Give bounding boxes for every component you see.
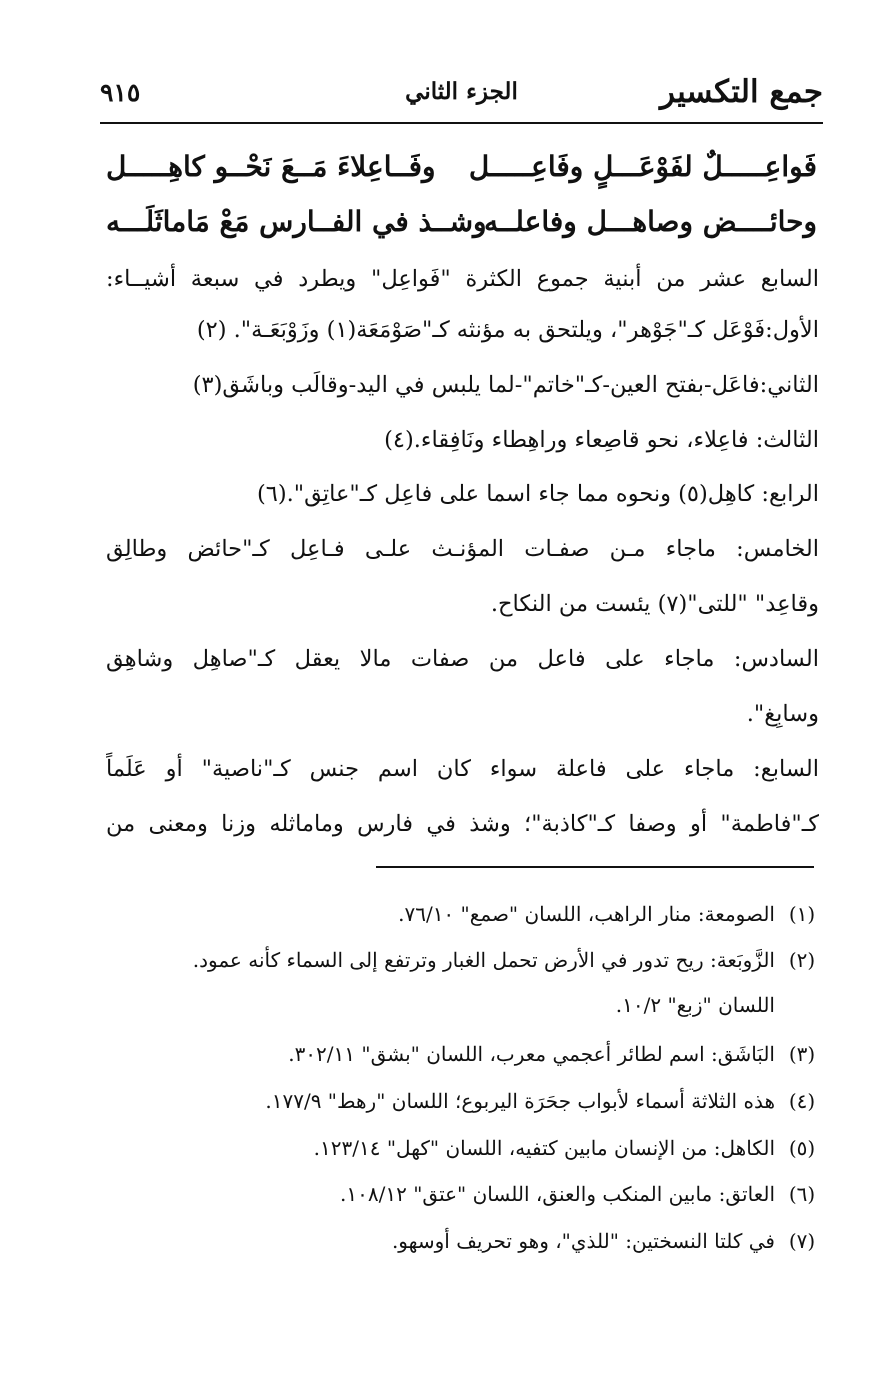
verse-second-hemistich: وفَــاعِلاءَ مَــعَ نَحْــو كاهِـــــل — [106, 150, 436, 183]
chapter-title: جمع التكسير — [659, 74, 823, 110]
footnote-number: (٧) — [788, 1229, 816, 1253]
body-line: الخامس: ماجاء مـن صفـات المؤنـث علـى فـاعِل كـ"حائض وطالِق — [106, 536, 819, 562]
verse-first-hemistich: فَواعِـــــلٌ لفَوْعَـــلٍ وفَاعِـــــل — [468, 150, 817, 183]
page-number: ٩١٥ — [100, 78, 141, 107]
footnote — [100, 894, 819, 934]
body-line: الثاني:فاعَل-بفتح العين-كـ"خاتم"-لما يلبس في اليد-وقالَب وباشَق(٣) — [192, 372, 819, 398]
footnote — [100, 1174, 819, 1214]
running-header — [100, 72, 823, 120]
footnote-number: (٤) — [788, 1089, 816, 1113]
footnote-text: اللسان "زبع" ١٠/٢. — [615, 993, 775, 1017]
body-line: الأول:فَوْعَل كـ"جَوْهر"، ويلتحق به مؤنثه كـ"صَوْمَعَة(١) وزَوْبَعَـة". (٢) — [196, 317, 819, 343]
footnote-number: (١) — [788, 902, 816, 926]
footnote — [100, 940, 819, 980]
body-line: السادس: ماجاء على فاعل من صفات مالا يعقل كـ"صاهِل وشاهِق — [106, 646, 819, 672]
footnote-number: (٥) — [788, 1136, 816, 1160]
footnote-text: في كلتا النسختين: "للذي"، وهو تحريف أوسهو. — [391, 1229, 775, 1253]
body-line: السابع: ماجاء على فاعلة سواء كان اسم جنس كـ"ناصية" أو عَلَماً — [106, 756, 819, 782]
body-line: السابع عشر من أبنية جموع الكثرة "فَواعِل" ويطرد في سبعة أشيــاء: — [106, 266, 819, 292]
body-line: الثالث: فاعِلاء، نحو قاصِعاء وراهِطاء ونَافِقاء.(٤) — [384, 427, 819, 453]
footnote-continuation — [100, 985, 775, 1025]
footnote — [100, 1034, 819, 1074]
footnote — [100, 1128, 819, 1168]
body-line: الرابع: كاهِل(٥) ونحوه مما جاء اسما على فاعِل كـ"عاتِق".(٦) — [256, 481, 819, 507]
footnote — [100, 1221, 819, 1261]
footnote-text: البَاشَق: اسم لطائر أعجمي معرب، اللسان "بشق" ٣٠٢/١١. — [288, 1042, 775, 1066]
verse-line — [106, 205, 817, 251]
footnote-rule — [376, 866, 814, 868]
body-line: كـ"فاطمة" أو وصفا كـ"كاذبة"؛ وشذ في فارس وماماثله وزنا ومعنى من — [106, 811, 819, 837]
footnote — [100, 1081, 819, 1121]
verse-first-hemistich: وحائــــض وصاهـــل وفاعلــه — [483, 205, 817, 238]
footnote-text: العاتق: مابين المنكب والعنق، اللسان "عتق" ١٠٨/١٢. — [340, 1182, 775, 1206]
verse-line — [106, 150, 817, 196]
verse-second-hemistich: وشــذ في الفــارس مَعْ مَاماثَلَـــه — [106, 205, 487, 238]
footnote-number: (٢) — [788, 948, 816, 972]
footnote-text: هذه الثلاثة أسماء لأبواب جحَرَة اليربوع؛ اللسان "رهط" ١٧٧/٩. — [265, 1089, 775, 1113]
footnote-number: (٦) — [788, 1182, 816, 1206]
volume-label: الجزء الثاني — [405, 78, 518, 105]
footnote-text: الكاهل: من الإنسان مابين كتفيه، اللسان "كهل" ١٢٣/١٤. — [313, 1136, 775, 1160]
footnote-text: الصومعة: منار الراهب، اللسان "صمع" ٧٦/١٠. — [398, 902, 775, 926]
header-rule — [100, 122, 823, 124]
footnote-number: (٣) — [788, 1042, 816, 1066]
footnote-text: الزَّوبَعة: ريح تدور في الأرض تحمل الغبار وترتفع إلى السماء كأنه عمود. — [192, 948, 775, 972]
body-line: وقاعِد" "للتى"(٧) يئست من النكاح. — [490, 591, 819, 617]
body-line: وسابِغ". — [746, 701, 819, 727]
